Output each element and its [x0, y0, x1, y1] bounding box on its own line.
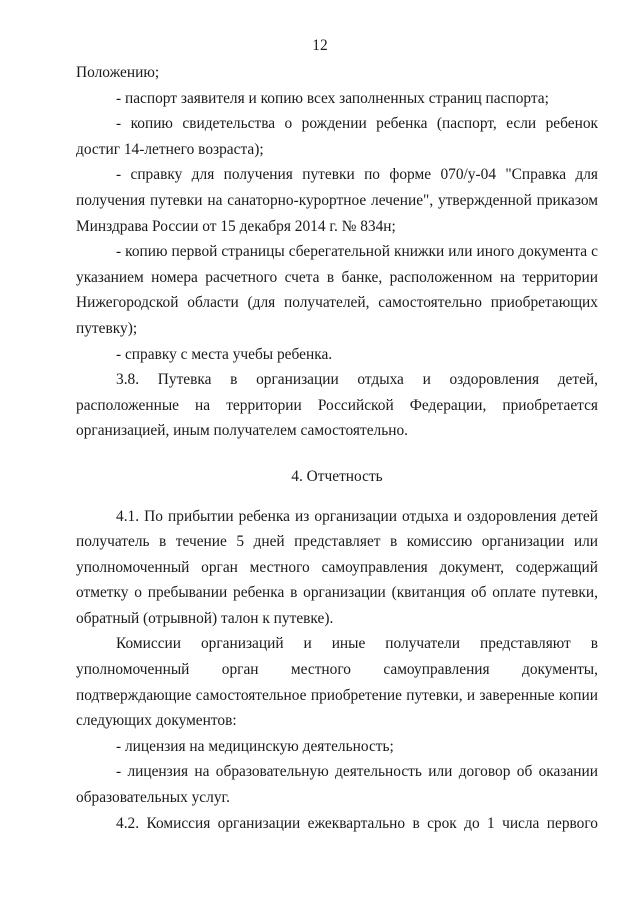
page-number: 12: [312, 37, 328, 54]
list-item-education-license: - лицензия на образовательную деятельность или договор об оказании образовательных услуг.: [76, 763, 598, 807]
section-heading: 4. Отчетность: [291, 467, 383, 485]
paragraph-4-2: 4.2. Комиссия организации ежеквартально в срок до 1 числа первого: [116, 814, 598, 832]
list-item-medical-certificate: - справку для получения путевки по форме 070/у-04 "Справка для получения путевки на санаторно-курортное лечение", утвержденной приказом Минздрава России от 15 декабря 2014 г. № 834н;: [76, 166, 598, 235]
list-item-school-certificate: - справку с места учебы ребенка.: [116, 345, 333, 363]
document-body: [76, 60, 598, 836]
list-item-birth-certificate: - копию свидетельства о рождении ребенка (паспорт, если ребенок достиг 14-летнего возраста);: [76, 115, 598, 158]
list-item-passport: - паспорт заявителя и копию всех заполненных страниц паспорта;: [116, 89, 549, 107]
paragraph-commissions: Комиссии организаций и иные получатели представляют в уполномоченный орган местного самоуправления документы, подтверждающие самостоятельное приобретение путевки, и заверенные копии следующих документов:: [76, 635, 598, 730]
paragraph-3-8: 3.8. Путевка в организации отдыха и оздоровления детей, расположенные на территории Российской Федерации, приобретается организацией, иным получателем самостоятельно.: [76, 371, 598, 440]
list-item-savings-book: - копию первой страницы сберегательной книжки или иного документа с указанием номера расчетного счета в банке, расположенном на территории Нижегородской области (для получателей, самостоятельно приобретающих путевку);: [76, 243, 598, 337]
paragraph-continuation: Положению;: [76, 64, 160, 81]
list-item-medical-license: - лицензия на медицинскую деятельность;: [116, 737, 394, 755]
paragraph-4-1: 4.1. По прибытии ребенка из организации отдыха и оздоровления детей получатель в течение 5 дней представляет в комиссию организации или уполномоченный орган местного самоуправления документ, содержащий отметку о пребывании ребенка в организации (квитанция об оплате путевки, обратный (отрывной) талон к путевке).: [76, 507, 598, 627]
